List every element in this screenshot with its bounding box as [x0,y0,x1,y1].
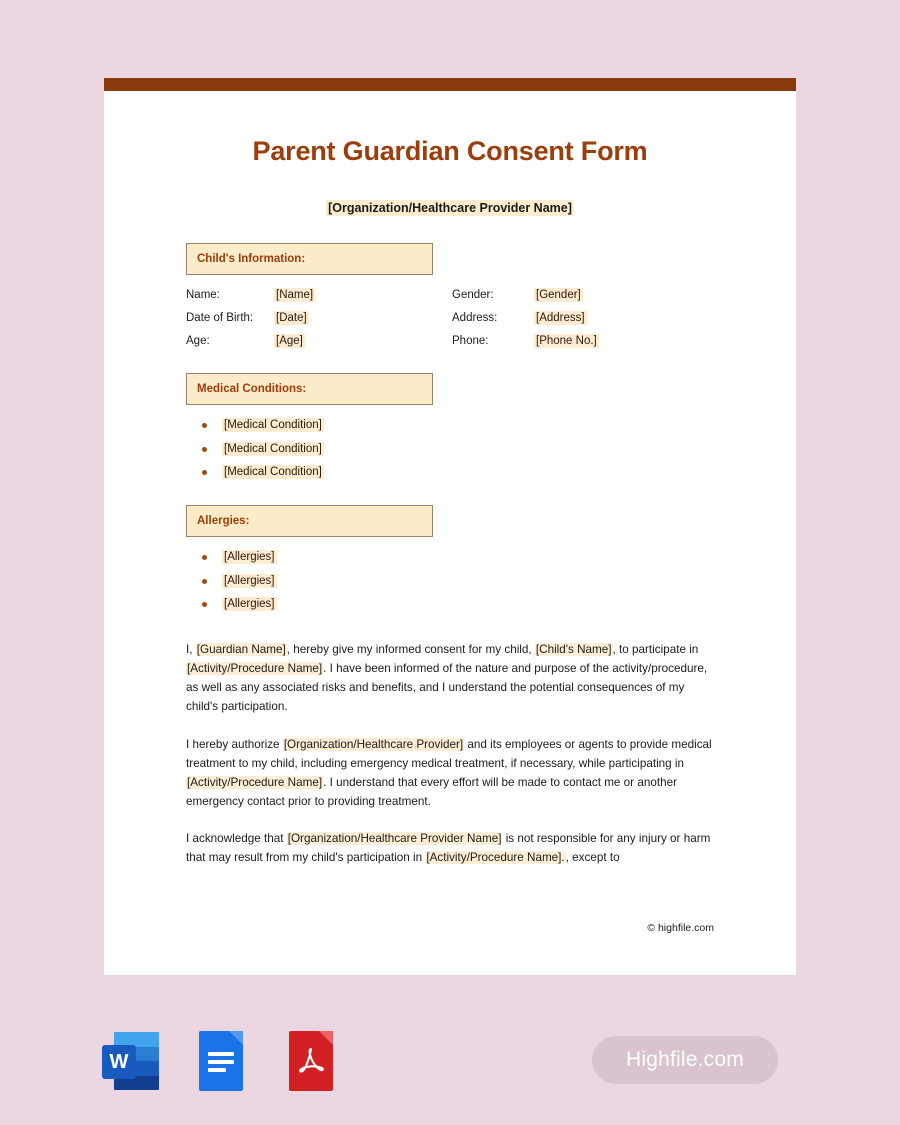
list-item-label: [Medical Condition] [224,466,322,479]
page-top-accent-bar [104,78,796,91]
google-docs-icon-line [208,1060,234,1064]
bullet-icon [202,470,207,475]
pdf-icon-glyph [289,1031,333,1091]
list-item [186,443,714,456]
paragraph-authorization: I hereby authorize [Organization/Healthcare Provider] and its employees or agents to provide medical treatment to my child, including emergency medical treatment, if necessary, while participating in [Activity/Procedure Name]. I understand that every effort will be made to contact me or another emergency contact prior to providing treatment. [186,737,712,808]
highfile-brand-badge[interactable]: Highfile.com [592,1036,778,1084]
organization-subtitle: [Organization/Healthcare Provider Name] [328,201,572,215]
list-item-label: [Allergies] [224,598,275,611]
paragraph-consent: I, [Guardian Name], hereby give my informed consent for my child, [Child's Name], to participate in [Activity/Procedure Name]. I have been informed of the nature and purpose of the activity/procedure, as well as any associated risks and benefits, and I understand the potential consequences of my child's participation. [186,642,708,713]
placeholder-token: [Organization/Healthcare Provider Name] [287,832,502,846]
section-header-medical-conditions [186,373,433,405]
field-value-gender: [Gender] [536,289,581,301]
section-header-allergies [186,505,433,537]
section-header-label: Allergies: [197,514,250,527]
placeholder-token: [Activity/Procedure Name]. [426,851,565,865]
google-docs-icon-fold [229,1031,243,1045]
page-footer-copyright: © highfile.com [647,922,714,934]
list-item [186,551,714,564]
list-item [186,575,714,588]
download-format-icons [100,1028,342,1096]
placeholder-token: [Activity/Procedure Name] [187,775,323,789]
google-docs-icon[interactable] [190,1028,252,1096]
field-value-address: [Address] [536,312,585,324]
bullet-icon [202,602,207,607]
document-content [104,91,796,975]
field-value-date-of-birth: [Date] [276,312,307,324]
field-value-phone: [Phone No.] [536,335,597,347]
list-item-label: [Allergies] [224,550,275,563]
google-docs-icon-line [208,1068,226,1072]
child-information-grid [186,289,714,347]
placeholder-token: [Guardian Name] [196,642,286,656]
list-item [186,419,714,432]
bullet-icon [202,447,207,452]
field-label-age: Age: [186,335,210,347]
organization-subtitle-row [186,199,714,217]
medical-conditions-list [186,419,714,479]
word-icon[interactable] [100,1028,162,1096]
page-title: Parent Guardian Consent Form [252,136,648,166]
allergies-list [186,551,714,611]
pdf-icon[interactable] [280,1028,342,1096]
placeholder-token: [Child's Name] [535,642,612,656]
consent-body [186,641,714,869]
list-item-label: [Allergies] [224,574,275,587]
field-label-name: Name: [186,289,220,301]
list-item-label: [Medical Condition] [224,419,322,431]
list-item [186,598,714,611]
section-header-label: Child's Information: [197,253,306,265]
field-label-gender: Gender: [452,289,494,301]
section-header-label: Medical Conditions: [197,383,307,395]
google-docs-icon-line [208,1052,234,1056]
placeholder-token: [Organization/Healthcare Provider] [283,737,464,751]
field-value-age: [Age] [276,335,303,347]
bullet-icon [202,555,207,560]
paragraph-acknowledgement: I acknowledge that [Organization/Healthcare Provider Name] is not responsible for any injury or harm that may result from my child's participation in [Activity/Procedure Name]., except to [186,832,711,865]
document-page [104,78,796,975]
bullet-icon [202,579,207,584]
list-item-label: [Medical Condition] [224,442,322,455]
field-label-address: Address: [452,312,498,324]
field-value-name: [Name] [276,289,314,301]
bullet-icon [202,423,207,428]
list-item [186,466,714,479]
field-label-date-of-birth: Date of Birth: [186,312,254,324]
field-label-phone: Phone: [452,335,489,347]
word-icon-letter: W [102,1045,136,1079]
placeholder-token: [Activity/Procedure Name] [187,661,323,675]
section-header-child-information [186,243,433,275]
